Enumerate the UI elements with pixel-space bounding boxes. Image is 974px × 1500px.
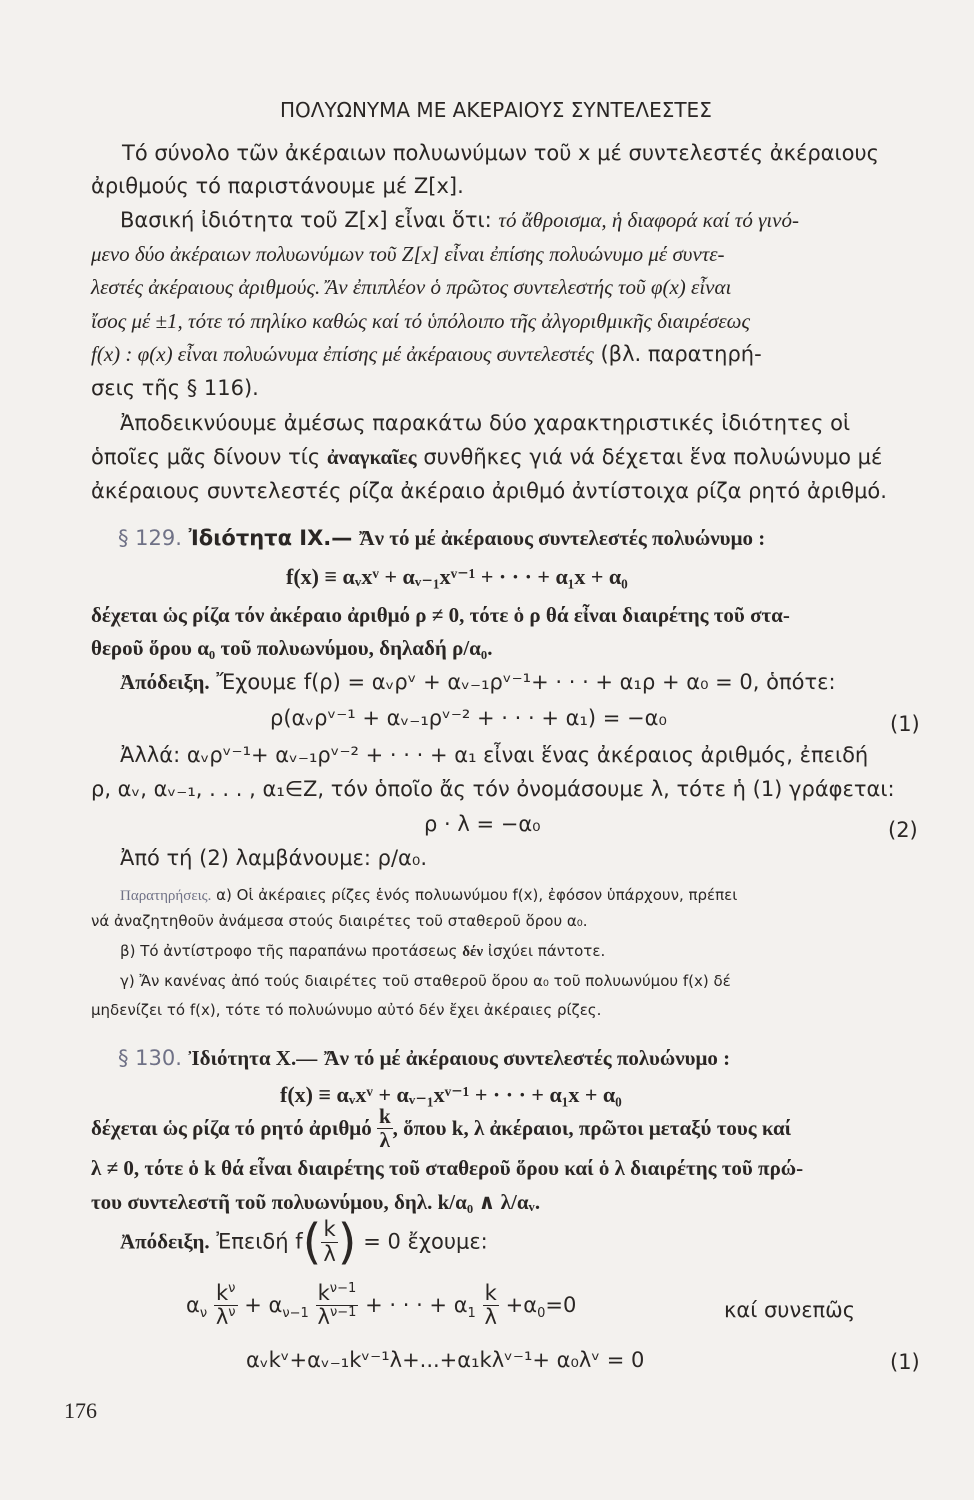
notes-b1-bold: δέν bbox=[462, 944, 484, 960]
intro-line-4: μενο δύο ἀκέραιων πολυωνύμων τοῦ Z[x] εἶναι ἐπίσης πολυώνυμο μέ συντε- bbox=[91, 242, 725, 266]
fraction-denominator: λ bbox=[379, 1128, 390, 1153]
fraction-numerator: k bbox=[378, 1104, 391, 1128]
notes-b1-end: ἰσχύει πάντοτε. bbox=[487, 942, 606, 960]
right-paren: ) bbox=[337, 1214, 357, 1270]
section-129-proof-2: Ἀλλά: αᵥρᵛ⁻¹+ αᵥ₋₁ρᵛ⁻² + · · · + α₁ εἶναι ἕνας ἀκέραιος ἀριθμός, ἐπειδή bbox=[120, 743, 869, 767]
section-129-proof-3: ρ, αᵥ, αᵥ₋₁, . . . , α₁∈Z, τόν ὁποῖο ἄς τόν ὀνομάσουμε λ, τότε ἡ (1) γράφεται: bbox=[91, 777, 895, 801]
section-130-statement: Ἄν τό μέ ἀκέραιους συντελεστές πολυώνυμο : bbox=[323, 1046, 731, 1070]
notes-b1-text: β) Τό ἀντίστροφο τῆς παραπάνω προτάσεως bbox=[120, 942, 458, 960]
section-130-equation-tail: καί συνεπῶς bbox=[724, 1298, 856, 1322]
section-129-equation-1: ρ(αᵥρᵛ⁻¹ + αᵥ₋₁ρᵛ⁻² + · · · + α₁) = −α₀ bbox=[270, 706, 667, 730]
notes-line-a1 bbox=[120, 888, 737, 904]
section-129-equation-2: ρ · λ = −α₀ bbox=[424, 812, 541, 836]
section-130-text-3: του συντελεστῆ τοῦ πολυωνύμου, δηλ. k/α₀ ∧ λ/αᵥ. bbox=[91, 1190, 541, 1214]
section-130-number: § 130. bbox=[118, 1046, 182, 1070]
section-130-fraction bbox=[377, 1105, 393, 1152]
section-129-proof-text: Ἔχουμε f(ρ) = αᵥρᵛ + αᵥ₋₁ρᵛ⁻¹+ · · · + α₁ρ + α₀ = 0, ὁπότε: bbox=[216, 670, 836, 694]
section-130-formula: f(x) ≡ αᵥxᵛ + αᵥ₋₁xᵛ⁻¹ + · · · + α₁x + α₀ bbox=[280, 1082, 622, 1107]
section-129-equation-1-tag: (1) bbox=[890, 712, 920, 736]
proof-fraction-numerator: k bbox=[321, 1218, 337, 1242]
section-130-fraction-equation: $\alpha_\nu$ $\frac{k^\nu}{\lambda^\nu}$ + $\alpha_{\nu-1}$ $\frac{k^{\nu-1}}{\lambda^{\nu-1}}$ + · · · + $\alpha_1$ $\frac{k}{\lambda}$ $+\alpha_0=0$ bbox=[186, 1281, 577, 1330]
page-number: 176 bbox=[64, 1398, 97, 1423]
intro-line-10 bbox=[91, 447, 882, 468]
section-129-proof-line bbox=[120, 672, 836, 693]
section-130-equation-last: αᵥkᵛ+αᵥ₋₁kᵛ⁻¹λ+...+α₁kλᵛ⁻¹+ α₀λᵛ = 0 bbox=[246, 1348, 645, 1372]
section-130-proof-label: Ἀπόδειξη. bbox=[120, 1229, 210, 1254]
section-129-text-1: δέχεται ὡς ρίζα τόν ἀκέραιο ἀριθμό ρ ≠ 0, τότε ὁ ρ θά εἶναι διαιρέτης τοῦ στα- bbox=[91, 603, 790, 627]
section-129-heading bbox=[118, 528, 765, 549]
section-130-proof-line bbox=[120, 1214, 488, 1270]
section-130-text-1a: δέχεται ὡς ρίζα τό ρητό ἀριθμό bbox=[91, 1116, 372, 1141]
section-129-statement: Ἄν τό μέ ἀκέραιους συντελεστές πολυώνυμο : bbox=[358, 526, 766, 550]
section-129-number: § 129. bbox=[118, 526, 182, 550]
notes-label: Παρατηρήσεις. bbox=[120, 888, 212, 904]
section-130-proof-text-b: = 0 ἔχουμε: bbox=[363, 1229, 488, 1254]
section-129-equation-2-tag: (2) bbox=[888, 818, 918, 842]
intro-line-7b: (βλ. παρατηρή- bbox=[600, 342, 762, 366]
section-130-text-1 bbox=[91, 1105, 791, 1152]
section-130-equation-last-tag: (1) bbox=[890, 1350, 920, 1374]
section-130-heading bbox=[118, 1048, 730, 1069]
section-130-proof-fraction bbox=[321, 1218, 337, 1265]
intro-line-2: ἀριθμούς τό παριστάνουμε μέ Z[x]. bbox=[91, 174, 464, 198]
section-129-text-2: θεροῦ ὅρου α₀ τοῦ πολυωνύμου, δηλαδή ρ/α₀. bbox=[91, 636, 493, 660]
section-129-proof-4: Ἀπό τή (2) λαμβάνουμε: ρ/α₀. bbox=[120, 846, 427, 870]
section-130-title: Ἰδιότητα X.— bbox=[188, 1046, 318, 1070]
proof-fraction-denominator: λ bbox=[323, 1241, 336, 1266]
intro-line-5: λεστές ἀκέραιους ἀριθμούς. Ἄν ἐπιπλέον ὁ πρῶτος συντελεστής τοῦ φ(x) εἶναι bbox=[91, 275, 732, 299]
section-129-formula: f(x) ≡ αᵥxᵛ + αᵥ₋₁xᵛ⁻¹ + · · · + α₁x + α₀ bbox=[286, 564, 628, 589]
section-130-proof-text-a: Ἐπειδή f bbox=[216, 1229, 303, 1254]
intro-line-10b: ἀναγκαῖες bbox=[326, 445, 417, 469]
intro-line-10c: συνθῆκες γιά νά δέχεται ἕνα πολυώνυμο μέ bbox=[423, 445, 883, 469]
section-129-title: Ἰδιότητα IX.— bbox=[188, 526, 353, 550]
intro-line-6: ἴσος μέ ±1, τότε τό πηλίκο καθώς καί τό ὑπόλοιπο τῆς ἀλγοριθμικῆς διαιρέσεως bbox=[91, 309, 750, 333]
notes-line-c1: γ) Ἄν κανένας ἀπό τούς διαιρέτες τοῦ σταθεροῦ ὅρου α₀ τοῦ πολυωνύμου f(x) δέ bbox=[120, 972, 731, 990]
left-paren: ( bbox=[302, 1214, 322, 1270]
intro-line-10a: ὁποῖες μᾶς δίνουν τίς bbox=[91, 445, 321, 469]
intro-line-3a: Βασική ἰδιότητα τοῦ Z[x] εἶναι ὅτι: bbox=[120, 208, 492, 232]
section-130-text-1b: , ὅπου k, λ ἀκέραιοι, πρῶτοι μεταξύ τους καί bbox=[392, 1116, 792, 1141]
intro-line-8: σεις τῆς § 116). bbox=[91, 376, 259, 400]
intro-line-11: ἀκέραιους συντελεστές ρίζα ἀκέραιο ἀριθμό ἀντίστοιχα ρίζα ρητό ἀριθμό. bbox=[91, 479, 887, 503]
intro-line-7 bbox=[91, 344, 762, 365]
section-130-text-2: λ ≠ 0, τότε ὁ k θά εἶναι διαιρέτης τοῦ σταθεροῦ ὅρου καί ὁ λ διαιρέτης τοῦ πρώ- bbox=[91, 1156, 804, 1180]
notes-a1-text: α) Οἱ ἀκέραιες ρίζες ἑνός πολυωνύμου f(x), ἐφόσον ὑπάρχουν, πρέπει bbox=[216, 886, 738, 904]
notes-line-b1 bbox=[120, 944, 605, 960]
notes-line-a2: νά ἀναζητηθοῦν ἀνάμεσα στούς διαιρέτες τοῦ σταθεροῦ ὅρου α₀. bbox=[91, 912, 588, 930]
intro-line-9: Ἀποδεικνύουμε ἀμέσως παρακάτω δύο χαρακτηριστικές ἰδιότητες οἱ bbox=[120, 411, 851, 435]
intro-line-1: Τό σύνολο τῶν ἀκέραιων πολυωνύμων τοῦ x μέ συντελεστές ἀκέραιους bbox=[122, 141, 879, 165]
page-title: ΠΟΛΥΩΝΥΜΑ ΜΕ ΑΚΕΡΑΙΟΥΣ ΣΥΝΤΕΛΕΣΤΕΣ bbox=[280, 98, 712, 122]
notes-line-c2: μηδενίζει τό f(x), τότε τό πολυώνυμο αὐτό δέν ἔχει ἀκέραιες ρίζες. bbox=[91, 1001, 602, 1019]
intro-line-7a: f(x) : φ(x) εἶναι πολυώνυμα ἐπίσης μέ ἀκέραιους συντελεστές bbox=[91, 342, 594, 366]
intro-line-3b: τό ἄθροισμα, ἡ διαφορά καί τό γινό- bbox=[498, 208, 799, 232]
intro-line-3 bbox=[120, 210, 799, 231]
section-129-proof-label: Ἀπόδειξη. bbox=[120, 670, 210, 694]
